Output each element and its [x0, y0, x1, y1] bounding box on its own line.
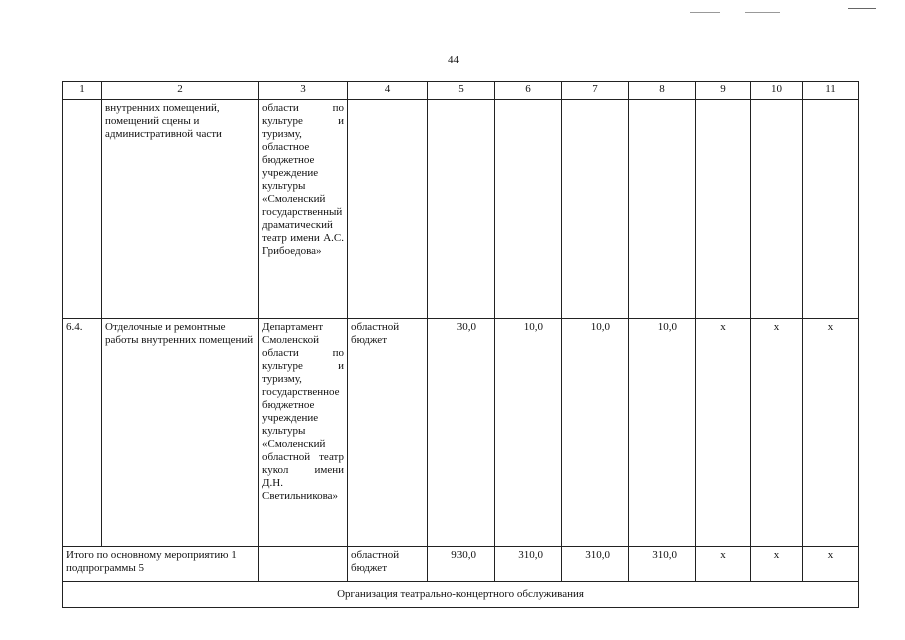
header-cell: 8	[629, 82, 696, 100]
cell-indicator2: х	[751, 319, 803, 547]
header-cell: 11	[803, 82, 859, 100]
cell-year2	[562, 100, 629, 319]
cell-indicator1: х	[696, 547, 751, 582]
header-cell: 5	[428, 82, 495, 100]
cell-year1	[495, 100, 562, 319]
scan-artifact-line	[745, 12, 780, 13]
header-cell: 10	[751, 82, 803, 100]
cell-year3: 310,0	[629, 547, 696, 582]
header-cell: 6	[495, 82, 562, 100]
total-label: Итого по основному мероприятию 1 подпрограммы 5	[63, 547, 259, 582]
cell-year1: 310,0	[495, 547, 562, 582]
section-title: Организация театрально-концертного обслуживания	[63, 582, 859, 608]
cell-indicator2	[751, 100, 803, 319]
header-cell: 1	[63, 82, 102, 100]
header-cell: 7	[562, 82, 629, 100]
cell-executor: Департамент Смоленской области по культуре и туризму, государственное бюджетное учреждение культуры «Смоленский областной театр кукол имени Д.Н. Светильникова»	[259, 319, 348, 547]
table-row	[63, 100, 859, 319]
cell-activity: Отделочные и ремонтные работы внутренних помещений	[102, 319, 259, 547]
scan-artifact-line	[690, 12, 720, 13]
cell-indicator1	[696, 100, 751, 319]
cell-year2: 10,0	[562, 319, 629, 547]
cell-year2: 310,0	[562, 547, 629, 582]
cell-total: 930,0	[428, 547, 495, 582]
cell-year1: 10,0	[495, 319, 562, 547]
header-cell: 9	[696, 82, 751, 100]
header-cell: 4	[348, 82, 428, 100]
scan-artifact-line	[848, 8, 876, 9]
cell-number: 6.4.	[63, 319, 102, 547]
cell-total: 30,0	[428, 319, 495, 547]
section-row	[63, 582, 859, 608]
cell-source: областной бюджет	[348, 319, 428, 547]
cell-executor: области по культуре и туризму, областное бюджетное учреждение культуры «Смоленский государственный драматический театр имени А.С. Грибоедова»	[259, 100, 348, 319]
cell-number	[63, 100, 102, 319]
cell-activity: внутренних помещений, помещений сцены и административной части	[102, 100, 259, 319]
cell-executor	[259, 547, 348, 582]
header-cell: 2	[102, 82, 259, 100]
table-header-row	[63, 82, 859, 100]
table-row	[63, 319, 859, 547]
cell-source: областной бюджет	[348, 547, 428, 582]
total-row	[63, 547, 859, 582]
cell-year3: 10,0	[629, 319, 696, 547]
cell-indicator3: х	[803, 547, 859, 582]
page-number: 44	[448, 54, 459, 66]
header-cell: 3	[259, 82, 348, 100]
cell-indicator2: х	[751, 547, 803, 582]
cell-indicator1: х	[696, 319, 751, 547]
budget-table	[62, 81, 859, 608]
cell-source	[348, 100, 428, 319]
cell-year3	[629, 100, 696, 319]
cell-total	[428, 100, 495, 319]
cell-indicator3	[803, 100, 859, 319]
cell-indicator3: х	[803, 319, 859, 547]
